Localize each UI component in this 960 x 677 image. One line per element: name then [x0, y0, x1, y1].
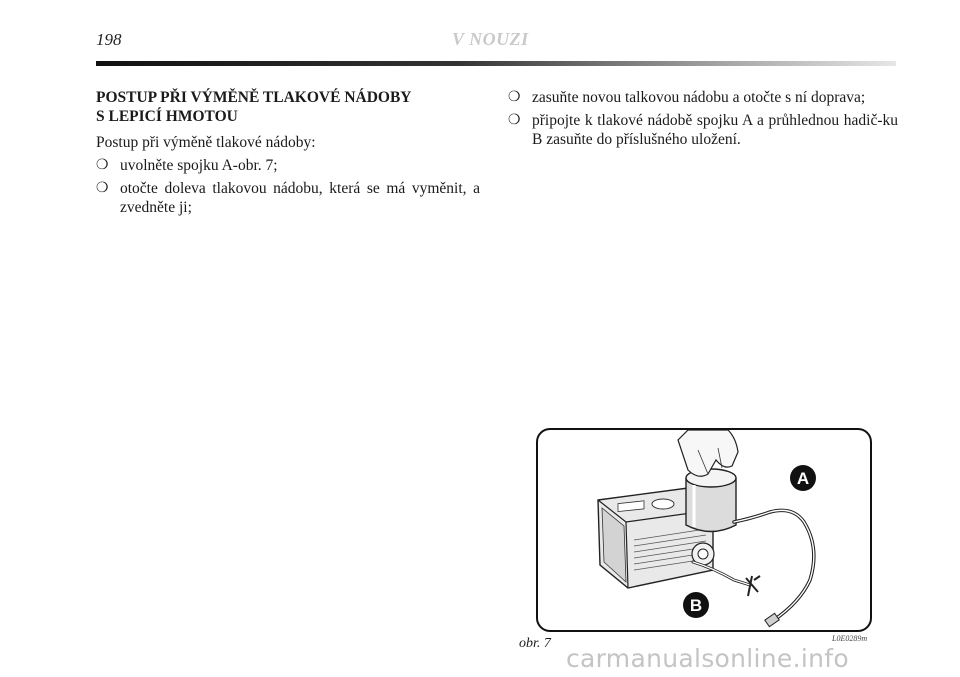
compressor-illustration: [538, 430, 870, 630]
watermark: carmanualsonline.info: [566, 644, 849, 673]
bullet-item: [96, 156, 480, 175]
section-title: V NOUZI: [452, 29, 529, 49]
figure-caption: obr. 7: [519, 636, 551, 651]
heading-line-2: S LEPICÍ HMOTOU: [96, 108, 238, 125]
bullet-text: zasuňte novou talkovou nádobu a otočte s ní doprava;: [532, 89, 866, 106]
bullet-item: [508, 111, 898, 149]
page-number: 198: [96, 30, 122, 49]
procedure-heading: [96, 88, 480, 126]
label-a-text: A: [796, 469, 810, 488]
bullet-text: připojte k tlakové nádobě spojku A a průhlednou hadič-ku B zasuňte do příslušného uložení.: [532, 112, 898, 148]
label-a-marker: [790, 465, 816, 491]
figure-code: L0E0289m: [832, 634, 868, 643]
figure-frame: [536, 428, 872, 632]
left-column: [96, 88, 480, 221]
header-rule: [96, 61, 896, 66]
bullet-circle-icon: ❍: [96, 180, 109, 196]
bullet-circle-icon: ❍: [508, 112, 521, 128]
sealant-canister: [686, 469, 736, 532]
bullet-circle-icon: ❍: [508, 89, 521, 105]
bullet-text: otočte doleva tlakovou nádobu, která se má vyměnit, a zvedněte ji;: [120, 180, 480, 216]
bullet-item: [508, 88, 898, 107]
bullet-circle-icon: ❍: [96, 157, 109, 173]
heading-line-1: POSTUP PŘI VÝMĚNĚ TLAKOVÉ NÁDOBY: [96, 89, 412, 106]
label-b-text: B: [689, 596, 703, 615]
bullet-item: [96, 179, 480, 217]
hand-illustration: [678, 430, 738, 476]
intro-text: Postup při výměně tlakové nádoby:: [96, 134, 316, 151]
label-b-marker: [683, 592, 709, 618]
right-column: [508, 88, 898, 153]
hose-a: [734, 510, 814, 620]
bullet-text: uvolněte spojku A-obr. 7;: [120, 157, 278, 174]
